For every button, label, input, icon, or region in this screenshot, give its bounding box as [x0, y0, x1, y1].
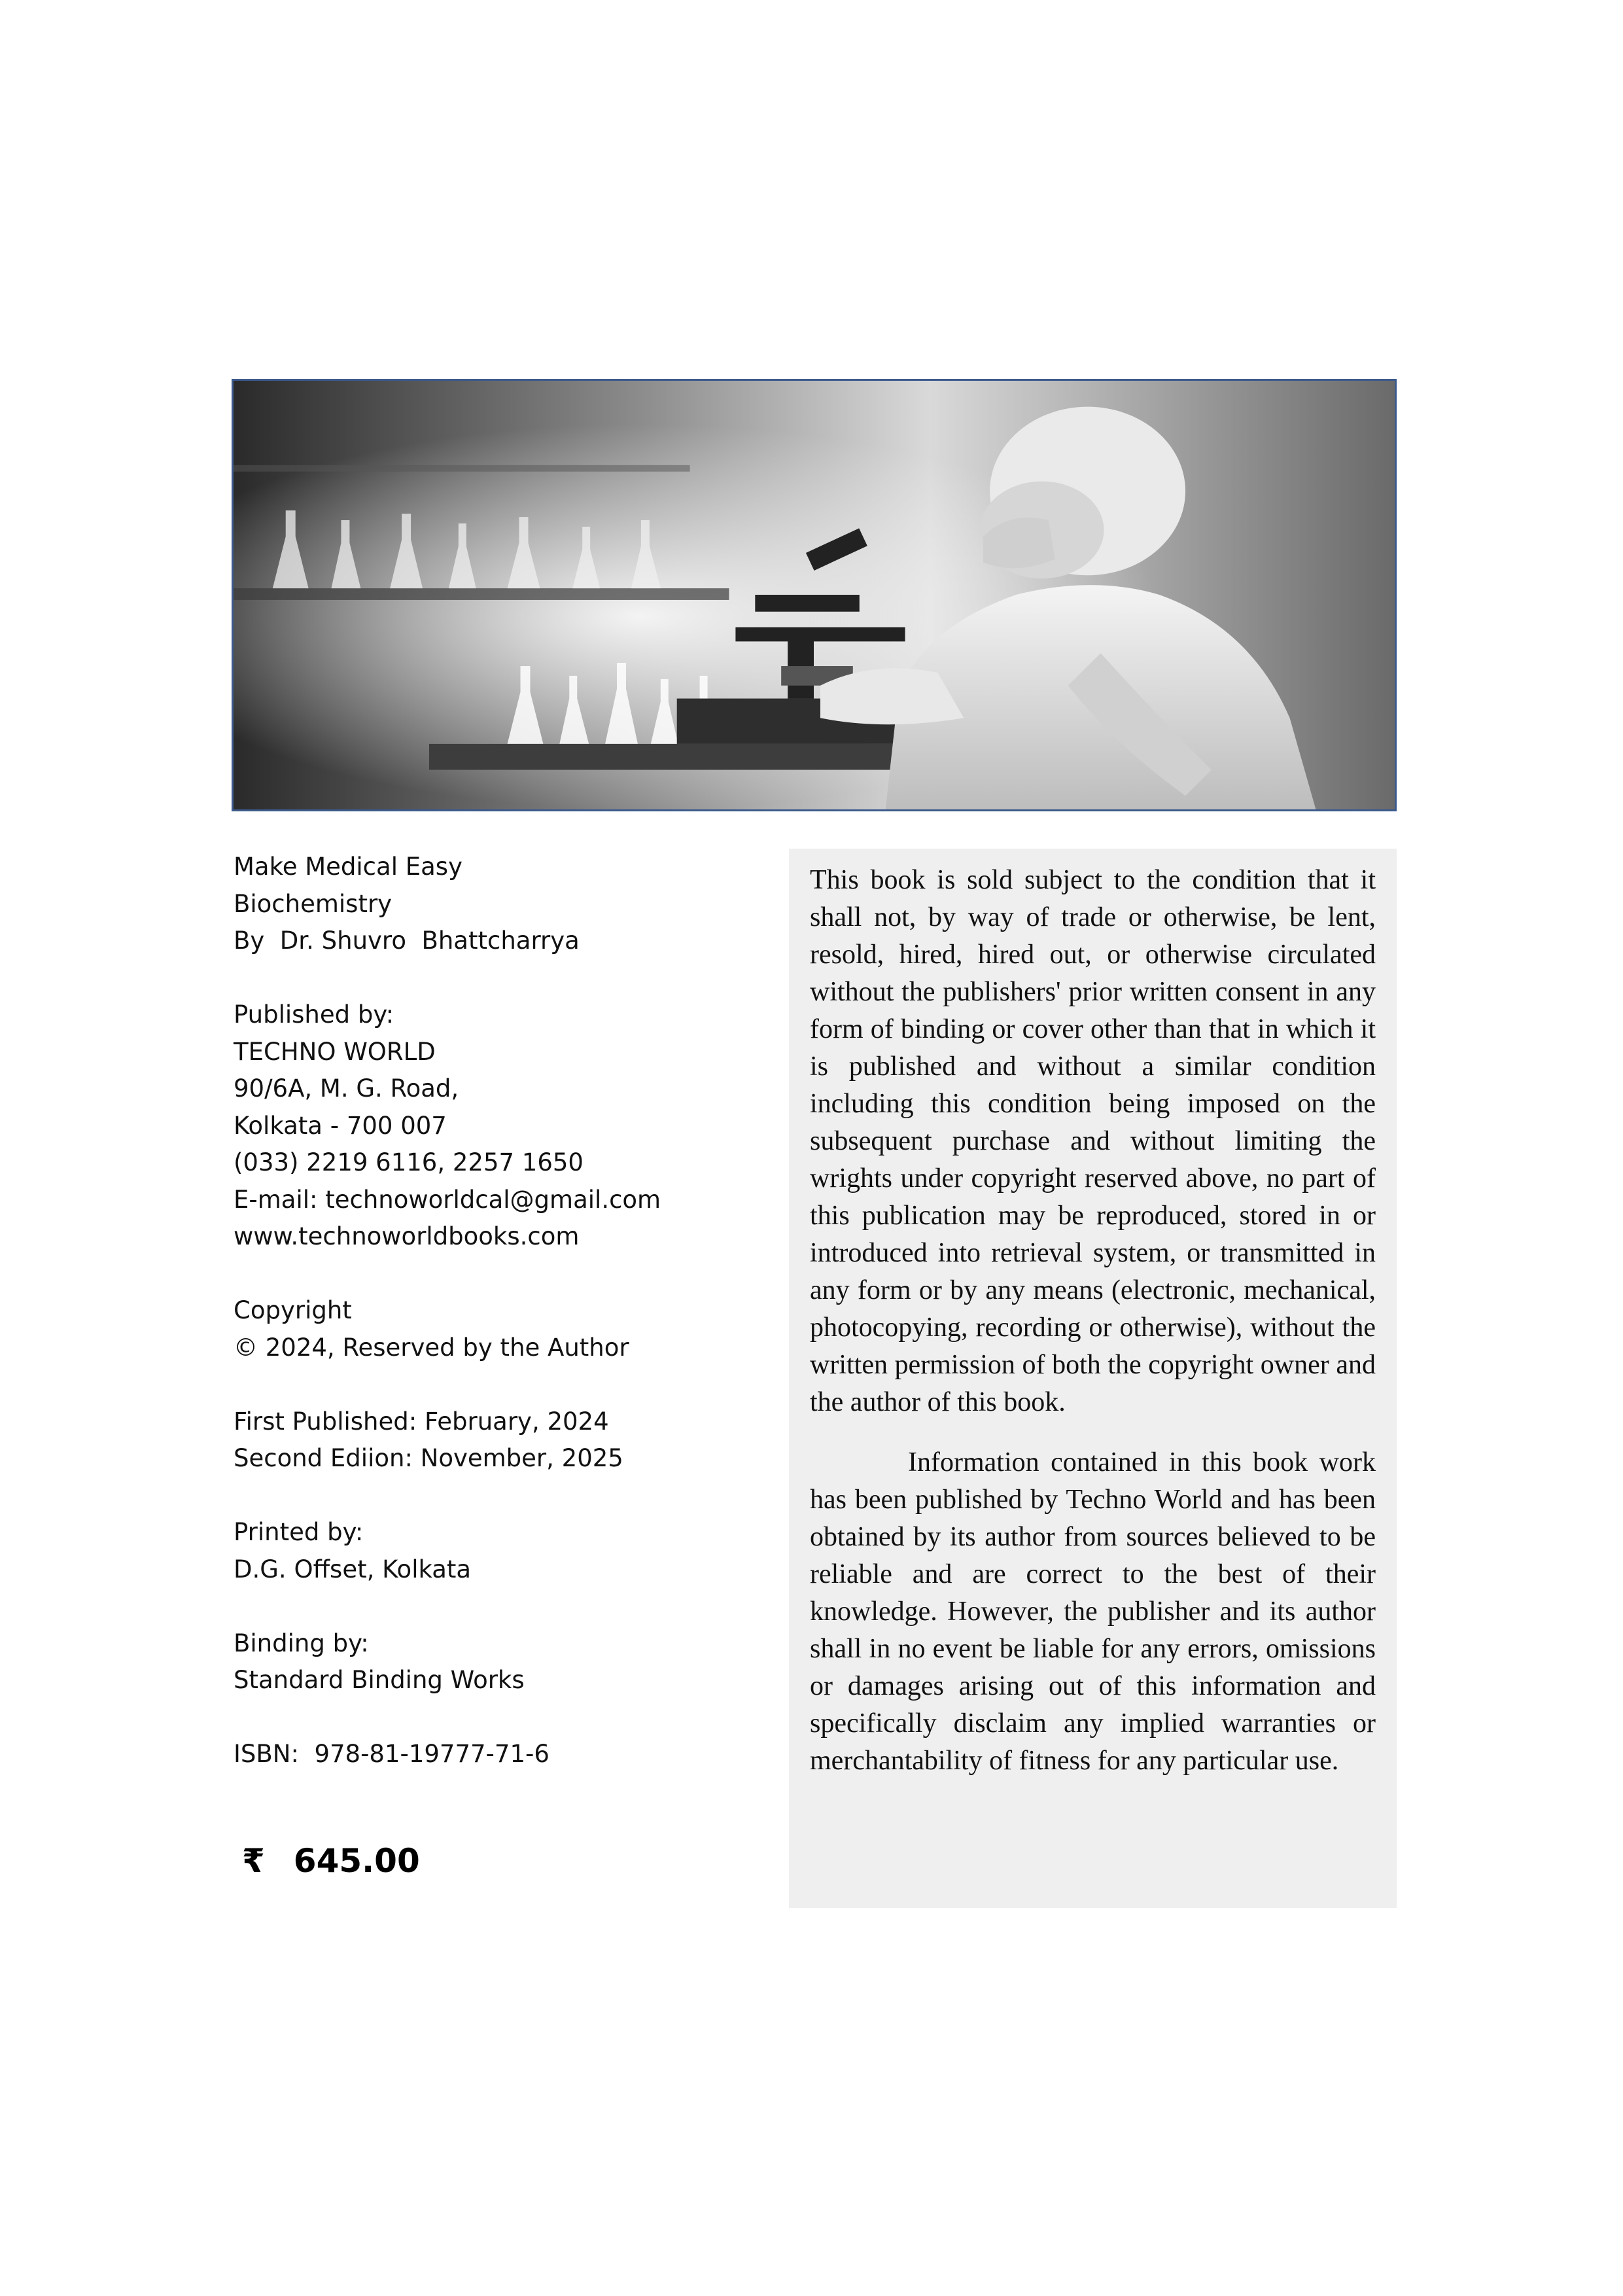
- sale-condition-paragraph: This book is sold subject to the condition that it shall not, by way of trade or otherwise, be lent, resold, hired, hired out, or otherwise circulated without the publishers' prior written consent in any form of binding or cover other than that in which it is published and without a similar condition including this condition being imposed on the subsequent purchase and without limiting the wrights under copyright reserved above, no part of this publication may be reproduced, stored in or introduced into retrieval system, or transmitted in any form or by any means (electronic, mechanical, photocopying, recording or otherwise), without the written permission of both the copyright owner and the author of this book.: [810, 865, 1376, 1417]
- copyright-info: [234, 1292, 757, 1366]
- printer-info: [234, 1514, 757, 1588]
- disclaimer-paragraph: Information contained in this book work has been published by Techno World and has been obtained by its author from sources believed to be reliable and are correct to the best of their knowledge. However, the publisher and its author shall in no event be liable for any errors, omissions or damages arising out of this information and specifically disclaim any implied warranties or merchantability of fitness for any particular use.: [810, 1447, 1376, 1776]
- second-edition: Second Ediion: November, 2025: [234, 1444, 623, 1472]
- lab-scientist-illustration: [234, 381, 1395, 809]
- website-url: www.technoworldbooks.com: [234, 1222, 580, 1250]
- legal-notice-box: [789, 849, 1397, 1908]
- first-published: First Published: February, 2024: [234, 1407, 609, 1436]
- binding-heading: Binding by:: [234, 1629, 369, 1657]
- edition-info: [234, 1404, 757, 1477]
- printer-heading: Printed by:: [234, 1518, 364, 1546]
- email-address: E-mail: technoworldcal@gmail.com: [234, 1185, 661, 1214]
- price-amount: 645.00: [293, 1842, 420, 1880]
- rupee-icon: ₹: [242, 1842, 265, 1880]
- publisher-name: TECHNO WORLD: [234, 1037, 436, 1066]
- address-line-1: 90/6A, M. G. Road,: [234, 1074, 459, 1103]
- lab-scientist-photo: [232, 379, 1397, 811]
- imprint-details: [234, 849, 757, 1810]
- author-line: By Dr. Shuvro Bhattcharrya: [234, 927, 580, 955]
- binding-name: Standard Binding Works: [234, 1666, 525, 1694]
- series-title: Make Medical Easy: [234, 853, 462, 881]
- book-info: [234, 849, 757, 960]
- isbn: ISBN: 978-81-19777-71-6: [234, 1740, 550, 1768]
- price: [242, 1842, 420, 1880]
- phone-numbers: (033) 2219 6116, 2257 1650: [234, 1148, 584, 1176]
- binding-info: [234, 1625, 757, 1699]
- publisher-heading: Published by:: [234, 1000, 394, 1029]
- address-line-2: Kolkata - 700 007: [234, 1111, 447, 1140]
- copyright-text: © 2024, Reserved by the Author: [234, 1333, 629, 1362]
- copyright-heading: Copyright: [234, 1296, 352, 1324]
- book-subject: Biochemistry: [234, 889, 393, 918]
- isbn-info: [234, 1736, 757, 1773]
- publisher-info: [234, 997, 757, 1256]
- printer-name: D.G. Offset, Kolkata: [234, 1555, 472, 1583]
